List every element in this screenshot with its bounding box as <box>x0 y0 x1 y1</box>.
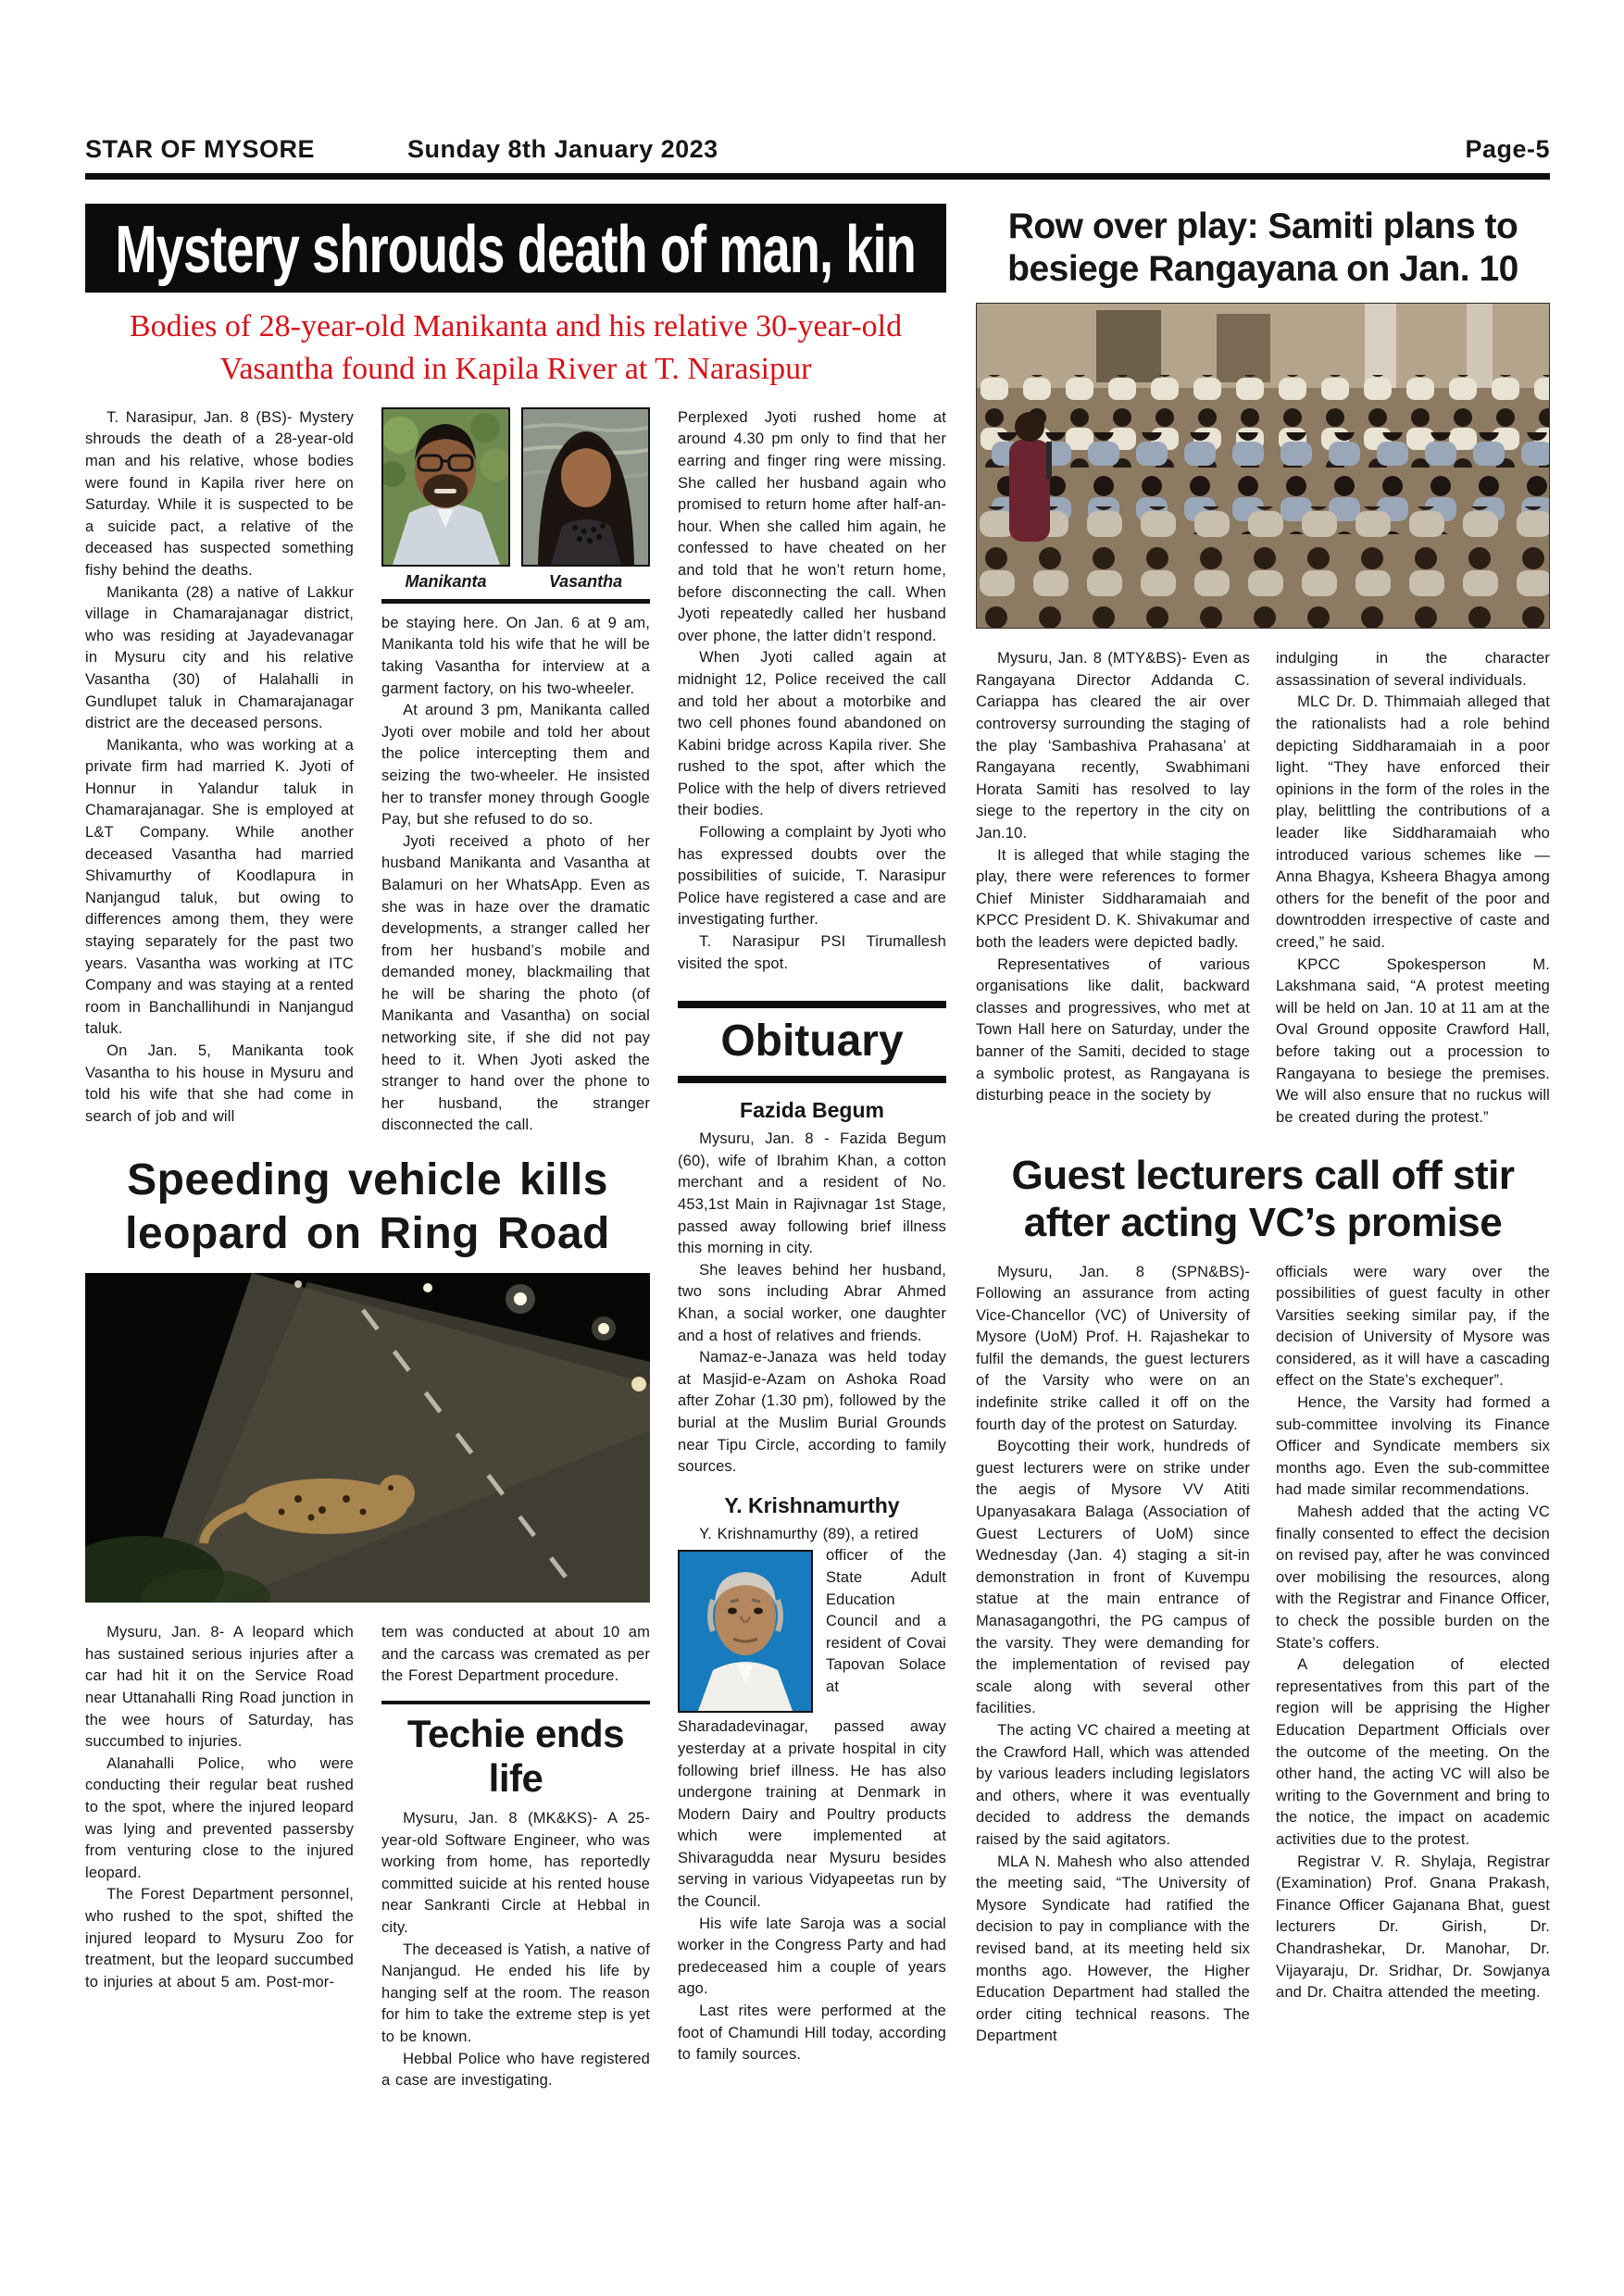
obituary-rule-bottom <box>678 1076 946 1083</box>
row-over-play-headline: Row over play: Samiti plans to besiege Rangayana on Jan. 10 <box>1007 206 1518 289</box>
paragraph: Manikanta (28) a native of Lakkur village in Chamarajanagar district, who was residing at Jayadevanagar in Mysuru city and his relative Vasantha (30) of Halahalli in Gundlupet taluk in Chamarajanagar district are the deceased persons. <box>85 583 354 732</box>
paragraph: She leaves behind her husband, two sons including Abrar Ahmed Khan, a social worker, one daughter and a host of relatives and friends. <box>678 1261 946 1344</box>
paragraph: officials were wary over the possibilities of guest faculty in other Varsities seeking similar pay, if the decision of University of Mysore was considered, as it will have a cascading effect on the State’s exchequer”. <box>1276 1263 1550 1390</box>
paragraph: Mysuru, Jan. 8- A leopard which has sustained serious injuries after a car had hit it on the Service Road near Uttanahalli Ring Road junction in the wee hours of Saturday, has succumbed to injuries. <box>85 1624 354 1751</box>
paragraph: Namaz-e-Janaza was held today at Masjid-e-Azam on Ashoka Road after Zohar (1.30 pm), followed by the burial at the Muslim Burial Grounds near Tipu Circle, according to family sources. <box>678 1349 946 1476</box>
paragraph: T. Narasipur PSI Tirumallesh visited the spot. <box>678 933 946 972</box>
obituary-title: Obituary <box>720 1017 904 1067</box>
paragraph: Y. Krishnamurthy (89), a retired <box>699 1525 918 1542</box>
paragraph: indulging in the character assassination of several individuals. <box>1276 650 1550 689</box>
manikanta-portrait-image <box>381 407 510 567</box>
manikanta-caption: Manikanta <box>405 571 487 591</box>
paragraph: When Jyoti called again at midnight 12, Police received the call and told her about a motorbike and two cell phones found abandoned on Kabini bridge across Kapila river. She rushed to the spot, after which the Police with the help of divers retrieved their bodies. <box>678 649 946 819</box>
photo-leopard-night <box>85 1273 650 1607</box>
paragraph: Hebbal Police who have registered a case are investigating. <box>381 2050 650 2090</box>
paper-title: STAR OF MYSORE <box>85 135 316 163</box>
paragraph: A delegation of elected representatives from this part of the region will be apprising the Higher Education Department Officials over the outcome of the meeting. On the other hand, the acting VC will also be writing to the Government and bring to the notice, the impact on academic activities due to the protest. <box>1276 1656 1550 1848</box>
techie-rule <box>381 1701 650 1704</box>
left-section <box>85 204 946 2092</box>
obituary-section <box>678 1001 946 2066</box>
samiti-meeting-image <box>976 303 1550 629</box>
paragraph: Following a complaint by Jyoti who has expressed doubts over the possibilities of suicide, T. Narasipur Police have registered a case and are investigating further. <box>678 824 946 929</box>
paragraph: At around 3 pm, Manikanta called Jyoti over mobile and told her about the police intercepting them and seizing the two-wheeler. He insisted her to transfer money through Google Pay, but she refused to do so. <box>381 702 650 829</box>
row-over-play-column-2 <box>1276 648 1550 1129</box>
paragraph: Mysuru, Jan. 8 (SPN&BS)-Following an assurance from acting Vice-Chancellor (VC) of University of Mysore (UoM) Prof. H. Rajashekar to fulfil the demands, the guest lecturers of the Varsity who were on an indefinite strike called it off on the fourth day of the protest on Saturday. <box>976 1263 1250 1433</box>
vasantha-caption: Vasantha <box>548 571 623 591</box>
paragraph: Mysuru, Jan. 8 (MK&KS)- A 25-year-old Software Engineer, who was working from home, has reportedly committed suicide at his rented house near Sankranti Circle at Hebbal in city. <box>381 1810 650 1936</box>
paragraph: Perplexed Jyoti rushed home at around 4.30 pm only to find that her earring and finger ring were missing. She called her husband again who promised to return home after half-an-hour. When she called him again, he confessed to have cheated on her and told that he won’t return home, before disconnecting the call. When Jyoti repeatedly called her husband over phone, the latter didn’t respond. <box>678 408 946 644</box>
paragraph: It is alleged that while staging the play, there were references to former Chief Minister Siddharamaiah and KPCC President D. K. Shivakumar and both the leaders were depicted badly. <box>976 846 1250 951</box>
paragraph: Hence, the Varsity had formed a sub-committee involving its Finance Officer and Syndicate members six months ago. Even the sub-committee had made similar recommendations. <box>1276 1394 1550 1499</box>
paragraph: MLA N. Mahesh who also attended the meeting said, “The University of Mysore Syndicate had ratified the decision to pay in compliance with the revised band, at its meeting held six months ago. However, the Higher Education Department had stalled the order citing technical reasons. The Department <box>976 1853 1250 2045</box>
paragraph: officer of the State Adult Education Council and a resident of Covai Tapovan Solace at Sharadadevinagar, passed away yesterday at a private hospital in city following brief illness. He has also undergone training at Denmark in Modern Dairy and Poultry products which were implemented at Shivaragudda near Mysuru besides serving in various Vidyapeetas run by the Council. <box>678 1547 946 1911</box>
leopard-headline: Speeding vehicle kills leopard on Ring Road <box>125 1155 610 1258</box>
paragraph: On Jan. 5, Manikanta took Vasantha to his house in Mysuru and told his wife that she had come in search of job and will <box>85 1042 354 1125</box>
paragraph: His wife late Saroja was a social worker in the Congress Party and had predeceased him a couple of years ago. <box>678 1915 946 1998</box>
guest-lecturers-headline: Guest lecturers call off stir after acting VC’s promise <box>1011 1153 1515 1245</box>
mystery-headline: Mystery shrouds death of man, kin <box>115 210 917 286</box>
guest-lecturers-column-1 <box>976 1262 1250 2048</box>
leopard-article <box>85 1137 650 2092</box>
paragraph: be staying here. On Jan. 6 at 9 am, Manikanta told his wife that he will be taking Vasantha for interview at a garment factory, on his two-wheeler. <box>381 614 650 697</box>
page-number: Page-5 <box>1465 135 1550 163</box>
leopard-night-image <box>85 1273 650 1603</box>
photo-manikanta <box>381 407 510 567</box>
paragraph: MLC Dr. D. Thimmaiah alleged that the rationalists had a role behind depicting Siddharamaiah in a poor light. “They have enforced their opinions in the form of the roles in the play, belittling the contributions of a leader like Siddharamaiah who introduced various schemes like — Anna Bhagya, Ksheera Bhagya among others for the benefit of the poor and downtrodden irrespective of caste and creed,” he said. <box>1276 693 1550 951</box>
krishnamurthy-portrait-image <box>678 1550 813 1713</box>
paragraph: Manikanta, who was working at a private firm had married K. Jyoti of Honnur in Yalandur taluk in Chamarajanagar. She is employed at L&T Company. While another deceased Vasantha had married Shivamurthy of Koodlapura in Nanjangud taluk, but owing to differences among them, they were staying separately for the past two years. Vasantha was working at ITC Company and was staying at a rented room in Banchallihundi in Nanjangud taluk. <box>85 736 354 1038</box>
masthead-rule <box>85 173 1550 180</box>
photo-vasantha <box>521 407 650 567</box>
paragraph: Representatives of various organisations like dalit, backward classes and progressives, who met at Town Hall here on Saturday, under the banner of the Samiti, decided to stage a symbolic protest, as Rangayana is disturbing peace in the society by <box>976 955 1250 1104</box>
obituary-name-krishnamurthy: Y. Krishnamurthy <box>724 1492 900 1517</box>
paragraph: Mysuru, Jan. 8 (MTY&BS)- Even as Rangayana Director Addanda C. Cariappa has cleared the air over controversy surrounding the staging of the play ‘Sambashiva Prahasana’ at Rangayana recently, Swabhimani Horata Samiti has resolved to lay siege to the repertory in the city on Jan.10. <box>976 650 1250 842</box>
paragraph: tem was conducted at about 10 am and the carcass was cremated as per the Forest Department procedure. <box>381 1624 650 1685</box>
paragraph: KPCC Spokesperson M. Lakshmana said, “A protest meeting will be held on Jan. 10 at 11 am at the Oval Ground opposite Crawford Hall, before taking out a procession to Rangayana to besiege the premises. We will also ensure that no ruckus will be created during the protest.” <box>1276 955 1550 1126</box>
mystery-column-2 <box>381 407 650 1137</box>
paragraph: Last rites were performed at the foot of Chamundi Hill today, according to family sources. <box>678 2003 946 2064</box>
obituary-rule-top <box>678 1001 946 1008</box>
paragraph: Alanahalli Police, who were conducting their regular beat rushed to the spot, where the injured leopard was lying and prevented passersby from venturing close to the injured leopard. <box>85 1754 354 1881</box>
mystery-column-3 <box>678 407 946 2092</box>
paragraph: Registrar V. R. Shylaja, Registrar (Examination) Prof. Gnana Prakash, Finance Officer Gajanana Bhat, guest lecturers Dr. Girish, Dr. Chandrashekar, Dr. Manohar, Dr. Vijayaraju, Dr. Sridhar, Dr. Sowjanya and Dr. Chaitra attended the meeting. <box>1276 1853 1550 2002</box>
guest-lecturers-column-2 <box>1276 1262 1550 2048</box>
leopard-column-2 <box>381 1622 650 2092</box>
row-over-play-column-1 <box>976 648 1250 1129</box>
vasantha-portrait-image <box>521 407 650 567</box>
krishnamurthy-photo-paragraph <box>678 1545 946 1913</box>
masthead <box>85 135 1550 164</box>
paragraph: Jyoti received a photo of her husband Manikanta and Vasantha at Balamuri on her WhatsApp. Even as she was in haze over the dramatic developments, a stranger called her from her husband’s mobile and demanded money, blackmailing that he will be sharing the photo (of Manikanta and Vasantha) on social networking site, if she did not pay heed to it. When Jyoti asked the stranger to hand over the phone to her husband, the stranger disconnected the call. <box>381 832 650 1134</box>
paragraph: Mysuru, Jan. 8 - Fazida Begum (60), wife of Ibrahim Khan, a cotton merchant and a resident of No. 453,1st Main in Rajivnagar 1st Stage, passed away following brief illness this morning in city. <box>678 1130 946 1257</box>
techie-headline: Techie ends life <box>406 1712 625 1800</box>
caption-rule <box>381 599 650 604</box>
right-section <box>976 204 1550 2048</box>
paragraph: The acting VC chaired a meeting at the Crawford Hall, which was attended by various leaders including legislators and others, where it was eventually decided to address the demands raised by the said agitators. <box>976 1721 1250 1848</box>
paragraph: The Forest Department personnel, who rushed to the spot, shifted the injured leopard to Mysuru Zoo for treatment, but the leopard succumbed to injuries at about 5 am. Post-mor- <box>85 1886 354 1990</box>
paragraph: Mahesh added that the acting VC finally consented to effect the decision on revised pay, after he was convinced over mobilising the resources, along with the Registrar and Finance Officer, to check the possible burden on the State’s coffers. <box>1276 1504 1550 1652</box>
paragraph: T. Narasipur, Jan. 8 (BS)- Mystery shrouds the death of a 28-year-old man and his relative, whose bodies were found in Kapila river here on Saturday. While it is suspected to be a suicide pact, a relative of the deceased has suspected something fishy behind the deaths. <box>85 408 354 579</box>
photo-krishnamurthy <box>678 1550 813 1713</box>
issue-date: Sunday 8th January 2023 <box>407 135 718 163</box>
obituary-name-fazida: Fazida Begum <box>740 1098 884 1123</box>
mystery-headline-banner <box>85 204 946 293</box>
photo-samiti-meeting <box>976 303 1550 633</box>
leopard-column-1 <box>85 1622 354 2092</box>
mystery-column-1 <box>85 407 354 1137</box>
mystery-subheadline: Bodies of 28-year-old Manikanta and his relative 30-year-old Vasantha found in Kapila River at T. Narasipur <box>129 309 903 386</box>
paragraph: The deceased is Yatish, a native of Nanjangud. He ended his life by hanging self at the room. The reason for him to take the extreme step is yet to be known. <box>381 1940 650 2045</box>
paragraph: Boycotting their work, hundreds of guest lecturers were on strike under the aegis of Mysore VV Atiti Upanyasakara Balaga (Association of Guest Lecturers of UoM) since Wednesday (Jan. 4) staging a sit-in demonstration in front of Kuvempu statue at the main entrance of Manasagangothri, the PG campus of the varsity. They were demanding for the implementation of revised pay scale along with several other facilities. <box>976 1438 1250 1717</box>
